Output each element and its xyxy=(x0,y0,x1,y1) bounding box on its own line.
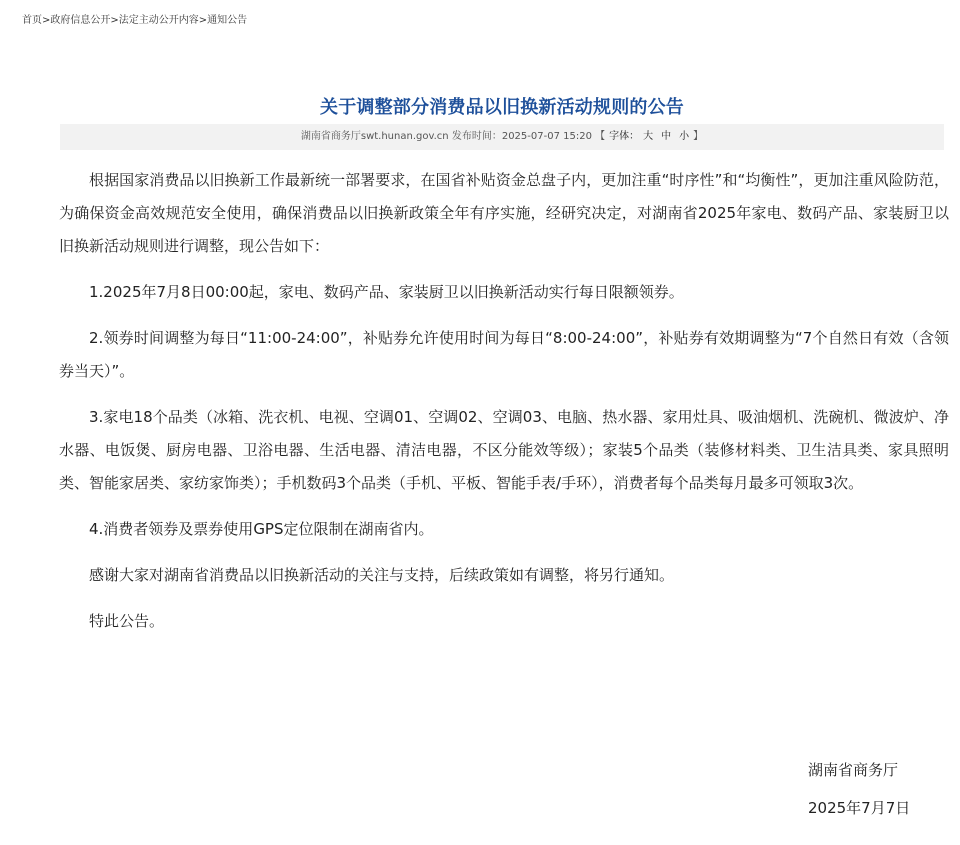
signature-organization: 湖南省商务厅 xyxy=(808,761,899,779)
page-title: 关于调整部分消费品以旧换新活动规则的公告 xyxy=(320,97,684,119)
signature-date: 2025年7月7日 xyxy=(808,799,911,817)
breadcrumb-notices-link[interactable]: 通知公告 xyxy=(207,15,248,26)
publish-time-label: 发布时间： xyxy=(451,131,502,142)
article-source: 湖南省商务厅swt.hunan.gov.cn xyxy=(300,131,449,142)
article-paragraph-item-3: 3.家电18个品类（冰箱、洗衣机、电视、空调01、空调02、空调03、电脑、热水器、家用灶具、吸油烟机、洗碗机、微波炉、净水器、电饭煲、厨房电器、卫浴电器、生活电器、清洁电器，不区分能效等级）；家装5个品类（装修材料类、卫生洁具类、家具照明类、智能家居类、家纺家饰类）；手机数码3个品类（手机、平板、智能手表/手环），消费者每个品类每月最多可领取3次。 xyxy=(59,408,949,492)
font-size-bracket-close: 】 xyxy=(693,131,704,142)
article-body xyxy=(59,164,949,651)
publish-time: 2025-07-07 15:20 xyxy=(501,131,592,142)
breadcrumb-statutory-content-link[interactable]: 法定主动公开内容 xyxy=(118,15,199,26)
breadcrumb-home-link[interactable]: 首页 xyxy=(22,15,42,26)
article-paragraph-closing: 特此公告。 xyxy=(89,612,165,630)
article-paragraph-item-2: 2.领券时间调整为每日“11:00-24:00”，补贴券允许使用时间为每日“8:00-24:00”，补贴券有效期调整为“7个自然日有效（含领券当天）”。 xyxy=(59,329,949,380)
article-paragraph-thanks: 感谢大家对湖南省消费品以旧换新活动的关注与支持，后续政策如有调整，将另行通知。 xyxy=(89,566,675,584)
breadcrumb-separator: > xyxy=(110,15,119,26)
font-size-label: 字体： xyxy=(609,131,640,142)
breadcrumb-gov-info-link[interactable]: 政府信息公开 xyxy=(50,15,111,26)
article-paragraph-item-4: 4.消费者领券及票券使用GPS定位限制在湖南省内。 xyxy=(89,520,434,538)
breadcrumb xyxy=(22,14,247,28)
font-size-small-button[interactable]: 小 xyxy=(679,131,690,142)
font-size-bracket-open: 【 xyxy=(595,131,606,142)
signature-block xyxy=(808,760,910,818)
font-size-medium-button[interactable]: 中 xyxy=(661,131,672,142)
article-paragraph-item-1: 1.2025年7月8日00:00起，家电、数码产品、家装厨卫以旧换新活动实行每日限额领券。 xyxy=(89,283,684,301)
breadcrumb-separator: > xyxy=(198,15,208,26)
article-meta-bar xyxy=(60,124,944,150)
article-paragraph-intro: 根据国家消费品以旧换新工作最新统一部署要求，在国省补贴资金总盘子内，更加注重“时序性”和“均衡性”，更加注重风险防范，为确保资金高效规范安全使用，确保消费品以旧换新政策全年有序实施，经研究决定，对湖南省2025年家电、数码产品、家装厨卫以旧换新活动规则进行调整，现公告如下： xyxy=(59,171,949,255)
breadcrumb-separator: > xyxy=(42,15,51,26)
font-size-large-button[interactable]: 大 xyxy=(643,131,654,142)
